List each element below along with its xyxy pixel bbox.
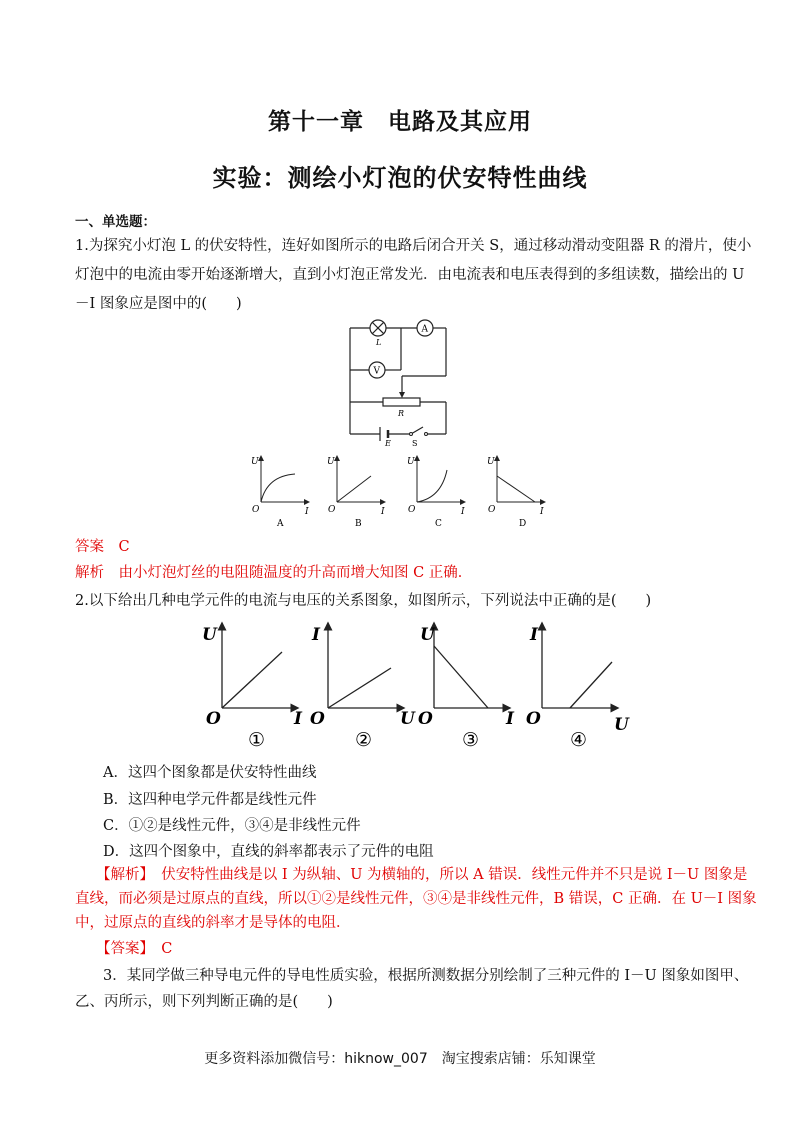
section-label: 一、单选题：: [75, 214, 156, 230]
q2-line-1: [222, 652, 282, 708]
q1-b-label: B: [355, 519, 362, 529]
lamp-icon: [370, 320, 386, 336]
q2-3-y-label: U: [420, 625, 435, 645]
q1-curve-d: [497, 476, 535, 502]
battery-label: E: [385, 439, 391, 448]
switch-icon: [410, 433, 428, 436]
voltmeter-label: V: [373, 366, 380, 377]
q1-a-label: A: [277, 519, 284, 529]
q2-graph-1: [202, 625, 303, 750]
switch-label: S: [412, 439, 418, 448]
q2-1-x-label: I: [294, 709, 302, 729]
q1-b-y-label: U: [327, 457, 335, 467]
q3-stem-line-2: 乙、丙所示，则下列判断正确的是( ): [75, 994, 333, 1010]
rheostat-label: R: [398, 409, 405, 418]
q2-line-3: [434, 646, 488, 708]
q1-graph-b: [327, 457, 385, 529]
q1-graphs: [245, 452, 555, 532]
q1-c-x-label: I: [461, 507, 465, 517]
q2-option-c: C．①②是线性元件，③④是非线性元件: [103, 818, 361, 834]
q2-analysis-line-3: 中，过原点的直线的斜率才是导体的电阻．: [75, 915, 351, 931]
q2-answer: 【答案】 C: [96, 941, 173, 957]
q1-c-y-label: U: [407, 457, 415, 467]
ammeter-label: A: [421, 324, 428, 335]
footer-note: 更多资料添加微信号：hiknow_007 淘宝搜索店铺：乐知课堂: [204, 1051, 596, 1067]
q2-2-label: ②: [355, 729, 373, 750]
q1-d-origin: O: [488, 505, 496, 515]
q1-d-label: D: [519, 519, 527, 529]
q2-graph-3: [418, 625, 515, 750]
q2-3-x-label: I: [506, 709, 514, 729]
q1-a-x-label: I: [305, 507, 309, 517]
q2-2-y-label: I: [312, 625, 320, 645]
q2-4-label: ④: [570, 729, 588, 750]
q1-stem-line-1: 1.为探究小灯泡 L 的伏安特性，连好如图所示的电路后闭合开关 S，通过移动滑动变阻器 R 的滑片，使小: [75, 238, 752, 254]
q1-analysis: 解析 由小灯泡灯丝的电阻随温度的升高而增大知图 C 正确．: [75, 565, 473, 581]
circuit-diagram: [340, 318, 460, 448]
q1-graph-c: [407, 457, 465, 529]
q2-1-label: ①: [248, 729, 266, 750]
q2-3-origin: O: [418, 709, 433, 729]
q2-graphs: [200, 618, 640, 750]
q2-option-d: D．这四个图象中，直线的斜率都表示了元件的电阻: [103, 844, 434, 860]
q2-2-x-label: U: [400, 709, 415, 729]
q2-4-origin: O: [526, 709, 541, 729]
lesson-title: 实验：测绘小灯泡的伏安特性曲线: [212, 164, 588, 192]
q2-4-y-label: I: [530, 625, 538, 645]
q2-line-4: [570, 662, 612, 708]
q1-curve-c: [417, 470, 447, 502]
q2-option-a: A．这四个图象都是伏安特性曲线: [103, 765, 317, 781]
q1-d-y-label: U: [487, 457, 495, 467]
q1-curve-b: [337, 476, 371, 502]
q2-graph-4: [526, 625, 630, 750]
q2-stem: 2.以下给出几种电学元件的电流与电压的关系图象，如图所示，下列说法中正确的是( ): [75, 593, 652, 609]
q2-analysis-line-2: 直线，而必须是过原点的直线，所以①②是线性元件，③④是非线性元件，B 错误，C 正确．在 U－I 图象: [75, 891, 757, 907]
q2-analysis-line-1: 【解析】 伏安特性曲线是以 I 为纵轴、U 为横轴的，所以 A 错误．线性元件并不只是说 I－U 图象是: [96, 867, 748, 883]
q1-c-label: C: [435, 519, 442, 529]
q1-a-origin: O: [252, 505, 260, 515]
q2-2-origin: O: [310, 709, 325, 729]
rheostat-icon: [383, 392, 420, 406]
q1-graph-d: [487, 457, 544, 529]
ammeter-icon: [417, 320, 433, 336]
q2-3-label: ③: [462, 729, 480, 750]
q1-curve-a: [261, 474, 295, 502]
chapter-title: 第十一章 电路及其应用: [268, 109, 532, 135]
q1-c-origin: O: [408, 505, 416, 515]
q2-option-b: B．这四种电学元件都是线性元件: [103, 792, 317, 808]
q3-stem-line-1: 3．某同学做三种导电元件的导电性质实验，根据所测数据分别绘制了三种元件的 I－U 图象如图甲、: [103, 968, 749, 984]
q2-line-2: [328, 668, 391, 708]
q1-graph-a: [251, 457, 309, 529]
lamp-label: L: [376, 338, 382, 347]
q1-b-x-label: I: [381, 507, 385, 517]
q2-1-origin: O: [206, 709, 221, 729]
q2-1-y-label: U: [202, 625, 217, 645]
q1-answer: 答案 C: [75, 539, 130, 555]
voltmeter-icon: [369, 362, 385, 378]
q1-stem-line-2: 灯泡中的电流由零开始逐渐增大，直到小灯泡正常发光．由电流表和电压表得到的多组读数，描绘出的 U: [75, 267, 745, 283]
q2-4-x-label: U: [614, 715, 629, 735]
q1-d-x-label: I: [540, 507, 544, 517]
q2-graph-2: [310, 625, 416, 750]
q1-a-y-label: U: [251, 457, 259, 467]
q1-stem-line-3: －I 图象应是图中的( ): [75, 296, 242, 312]
q1-b-origin: O: [328, 505, 336, 515]
